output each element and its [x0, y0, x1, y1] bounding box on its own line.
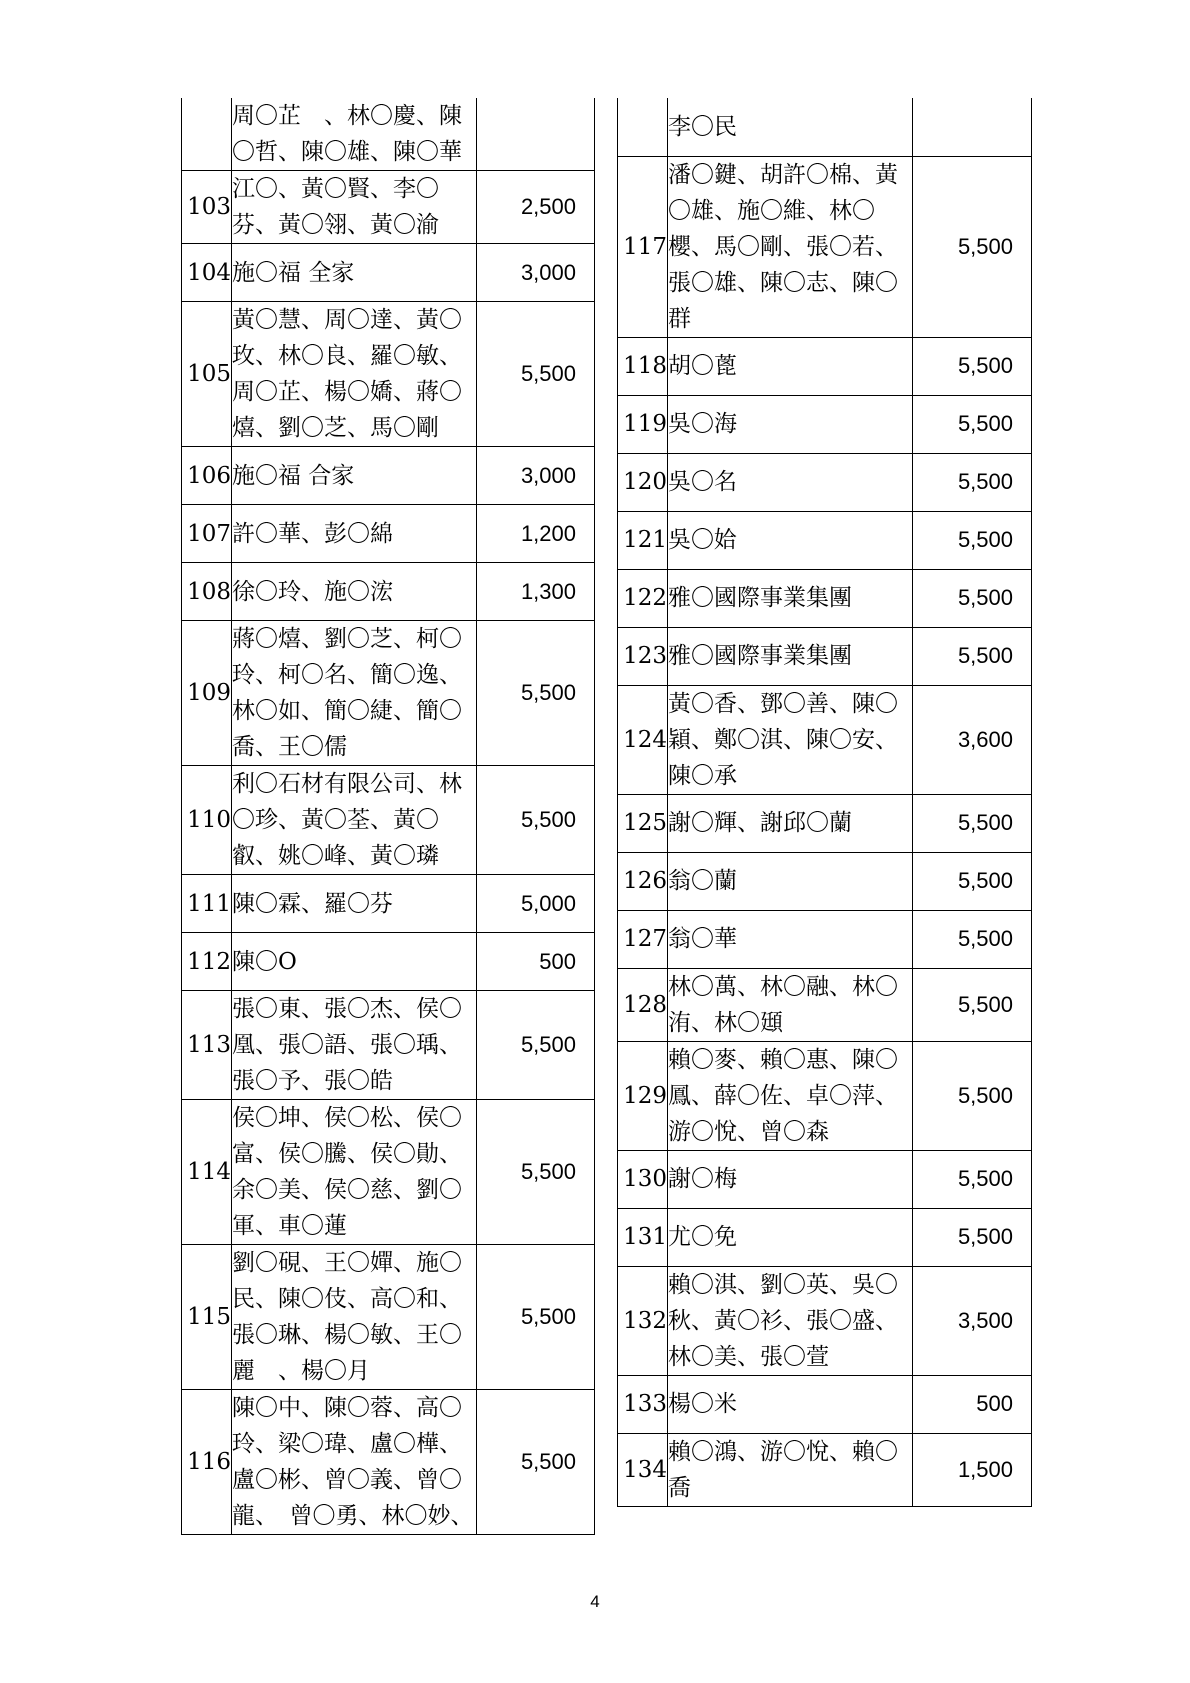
donor-names: 吳〇海	[668, 395, 913, 453]
row-number: 120	[618, 453, 668, 511]
table-row	[618, 569, 1032, 627]
donor-names: 雅〇國際事業集團	[668, 569, 913, 627]
donation-amount: 5,500	[913, 852, 1032, 910]
donor-names: 林〇萬、林〇融、林〇洧、林〇頲	[668, 968, 913, 1041]
row-number: 105	[182, 302, 232, 447]
row-number: 131	[618, 1208, 668, 1266]
row-number: 123	[618, 627, 668, 685]
donor-names: 劉〇硯、王〇嬋、施〇民、陳〇伎、高〇和、張〇琳、楊〇敏、王〇麗 、楊〇月	[232, 1245, 477, 1390]
table-row	[182, 991, 595, 1100]
donation-amount: 5,500	[477, 991, 595, 1100]
donor-names: 吳〇姶	[668, 511, 913, 569]
table-row	[182, 447, 595, 505]
row-number: 119	[618, 395, 668, 453]
table-row	[618, 627, 1032, 685]
row-number: 110	[182, 766, 232, 875]
donation-amount: 5,500	[477, 1100, 595, 1245]
donation-amount: 1,500	[913, 1433, 1032, 1506]
table-row	[182, 505, 595, 563]
table-row	[618, 910, 1032, 968]
donation-amount: 5,500	[913, 337, 1032, 395]
row-number: 104	[182, 244, 232, 302]
table-row	[182, 1245, 595, 1390]
table-row	[182, 766, 595, 875]
donor-names: 黃〇慧、周〇達、黃〇玫、林〇良、羅〇敏、周〇芷、楊〇嬌、蔣〇熺、劉〇芝、馬〇剛	[232, 302, 477, 447]
donor-names: 吳〇名	[668, 453, 913, 511]
table-row	[618, 685, 1032, 794]
donation-amount: 500	[913, 1375, 1032, 1433]
donor-names: 江〇、黃〇賢、李〇芬、黃〇翎、黃〇渝	[232, 171, 477, 244]
donor-names: 張〇東、張〇杰、侯〇凰、張〇語、張〇瑀、張〇予、張〇皓	[232, 991, 477, 1100]
row-number: 106	[182, 447, 232, 505]
table-row	[618, 852, 1032, 910]
table-row	[618, 1375, 1032, 1433]
row-number: 112	[182, 933, 232, 991]
donation-amount: 5,500	[477, 1245, 595, 1390]
table-row	[618, 156, 1032, 337]
donation-amount: 5,500	[913, 156, 1032, 337]
row-number: 126	[618, 852, 668, 910]
donor-names: 許〇華、彭〇綿	[232, 505, 477, 563]
donor-names: 翁〇華	[668, 910, 913, 968]
donation-amount: 1,200	[477, 505, 595, 563]
donor-names: 謝〇梅	[668, 1150, 913, 1208]
table-row	[618, 98, 1032, 156]
donor-names: 翁〇蘭	[668, 852, 913, 910]
donation-amount: 5,500	[913, 968, 1032, 1041]
donor-names: 楊〇米	[668, 1375, 913, 1433]
donation-amount: 1,300	[477, 563, 595, 621]
donor-names: 周〇芷 、林〇慶、陳〇哲、陳〇雄、陳〇華	[232, 98, 477, 171]
donor-names: 賴〇淇、劉〇英、吳〇秋、黃〇衫、張〇盛、林〇美、張〇萱	[668, 1266, 913, 1375]
donor-names: 陳〇中、陳〇蓉、高〇玲、梁〇瑋、盧〇樺、盧〇彬、曾〇義、曾〇龍、 曾〇勇、林〇妙、	[232, 1390, 477, 1535]
table-row	[618, 395, 1032, 453]
donation-amount: 5,500	[477, 1390, 595, 1535]
row-number: 116	[182, 1390, 232, 1535]
row-number	[182, 98, 232, 171]
row-number: 134	[618, 1433, 668, 1506]
donor-names: 賴〇麥、賴〇惠、陳〇鳳、薛〇佐、卓〇萍、游〇悅、曾〇森	[668, 1041, 913, 1150]
donation-amount: 5,500	[913, 569, 1032, 627]
donation-amount: 3,600	[913, 685, 1032, 794]
row-number: 118	[618, 337, 668, 395]
donor-names: 賴〇鴻、游〇悅、賴〇喬	[668, 1433, 913, 1506]
donation-amount: 5,500	[913, 1150, 1032, 1208]
table-row	[182, 244, 595, 302]
donation-table-left-body	[182, 98, 595, 1535]
table-row	[618, 337, 1032, 395]
row-number: 128	[618, 968, 668, 1041]
donor-names: 潘〇鍵、胡許〇棉、黃〇雄、施〇維、林〇櫻、馬〇剛、張〇若、張〇雄、陳〇志、陳〇群	[668, 156, 913, 337]
table-row	[618, 1041, 1032, 1150]
donation-table-right-body	[618, 98, 1032, 1506]
table-row	[618, 1150, 1032, 1208]
donor-names: 謝〇輝、謝邱〇蘭	[668, 794, 913, 852]
page-number: 4	[590, 1592, 600, 1611]
table-row	[618, 1433, 1032, 1506]
donation-table-right	[617, 98, 1032, 1507]
row-number: 111	[182, 875, 232, 933]
donor-names: 尤〇免	[668, 1208, 913, 1266]
donation-amount: 5,500	[913, 627, 1032, 685]
row-number: 114	[182, 1100, 232, 1245]
donation-amount: 5,500	[913, 794, 1032, 852]
donor-names: 蔣〇熺、劉〇芝、柯〇玲、柯〇名、簡〇逸、林〇如、簡〇緁、簡〇喬、王〇儒	[232, 621, 477, 766]
donation-amount	[913, 98, 1032, 156]
donation-amount: 5,500	[913, 453, 1032, 511]
table-row	[182, 171, 595, 244]
table-row	[182, 621, 595, 766]
table-row	[618, 453, 1032, 511]
row-number: 107	[182, 505, 232, 563]
donation-amount: 3,500	[913, 1266, 1032, 1375]
donor-names: 侯〇坤、侯〇松、侯〇富、侯〇騰、侯〇勛、余〇美、侯〇慈、劉〇軍、車〇蓮	[232, 1100, 477, 1245]
donor-names: 雅〇國際事業集團	[668, 627, 913, 685]
row-number	[618, 98, 668, 156]
donation-amount: 5,500	[913, 395, 1032, 453]
table-row	[182, 1100, 595, 1245]
donor-names: 陳〇O	[232, 933, 477, 991]
donation-amount: 5,500	[913, 910, 1032, 968]
donor-names: 施〇福 合家	[232, 447, 477, 505]
table-row	[182, 302, 595, 447]
donation-table-left	[181, 98, 595, 1535]
donor-names: 黃〇香、鄧〇善、陳〇穎、鄭〇淇、陳〇安、陳〇承	[668, 685, 913, 794]
table-row	[618, 511, 1032, 569]
table-row	[618, 1266, 1032, 1375]
table-row	[182, 875, 595, 933]
row-number: 130	[618, 1150, 668, 1208]
donation-amount: 5,500	[477, 302, 595, 447]
table-row	[182, 933, 595, 991]
row-number: 127	[618, 910, 668, 968]
donor-names: 李〇民	[668, 98, 913, 156]
row-number: 117	[618, 156, 668, 337]
row-number: 125	[618, 794, 668, 852]
donation-amount: 5,500	[913, 1041, 1032, 1150]
donation-amount	[477, 98, 595, 171]
row-number: 108	[182, 563, 232, 621]
table-row	[618, 1208, 1032, 1266]
row-number: 122	[618, 569, 668, 627]
row-number: 109	[182, 621, 232, 766]
row-number: 103	[182, 171, 232, 244]
row-number: 133	[618, 1375, 668, 1433]
donor-names: 胡〇蓖	[668, 337, 913, 395]
donation-amount: 5,500	[913, 1208, 1032, 1266]
donation-amount: 3,000	[477, 447, 595, 505]
row-number: 129	[618, 1041, 668, 1150]
row-number: 113	[182, 991, 232, 1100]
table-row	[182, 563, 595, 621]
row-number: 121	[618, 511, 668, 569]
donation-amount: 3,000	[477, 244, 595, 302]
donation-amount: 5,000	[477, 875, 595, 933]
donor-names: 徐〇玲、施〇浤	[232, 563, 477, 621]
row-number: 115	[182, 1245, 232, 1390]
donation-amount: 2,500	[477, 171, 595, 244]
row-number: 124	[618, 685, 668, 794]
donation-amount: 5,500	[477, 766, 595, 875]
donor-names: 陳〇霖、羅〇芬	[232, 875, 477, 933]
donor-names: 利〇石材有限公司、林〇珍、黃〇荃、黃〇叡、姚〇峰、黃〇璘	[232, 766, 477, 875]
table-row	[618, 968, 1032, 1041]
donation-amount: 5,500	[913, 511, 1032, 569]
donation-amount: 500	[477, 933, 595, 991]
donor-names: 施〇福 全家	[232, 244, 477, 302]
table-row	[182, 98, 595, 171]
row-number: 132	[618, 1266, 668, 1375]
table-row	[182, 1390, 595, 1535]
table-row	[618, 794, 1032, 852]
donation-amount: 5,500	[477, 621, 595, 766]
